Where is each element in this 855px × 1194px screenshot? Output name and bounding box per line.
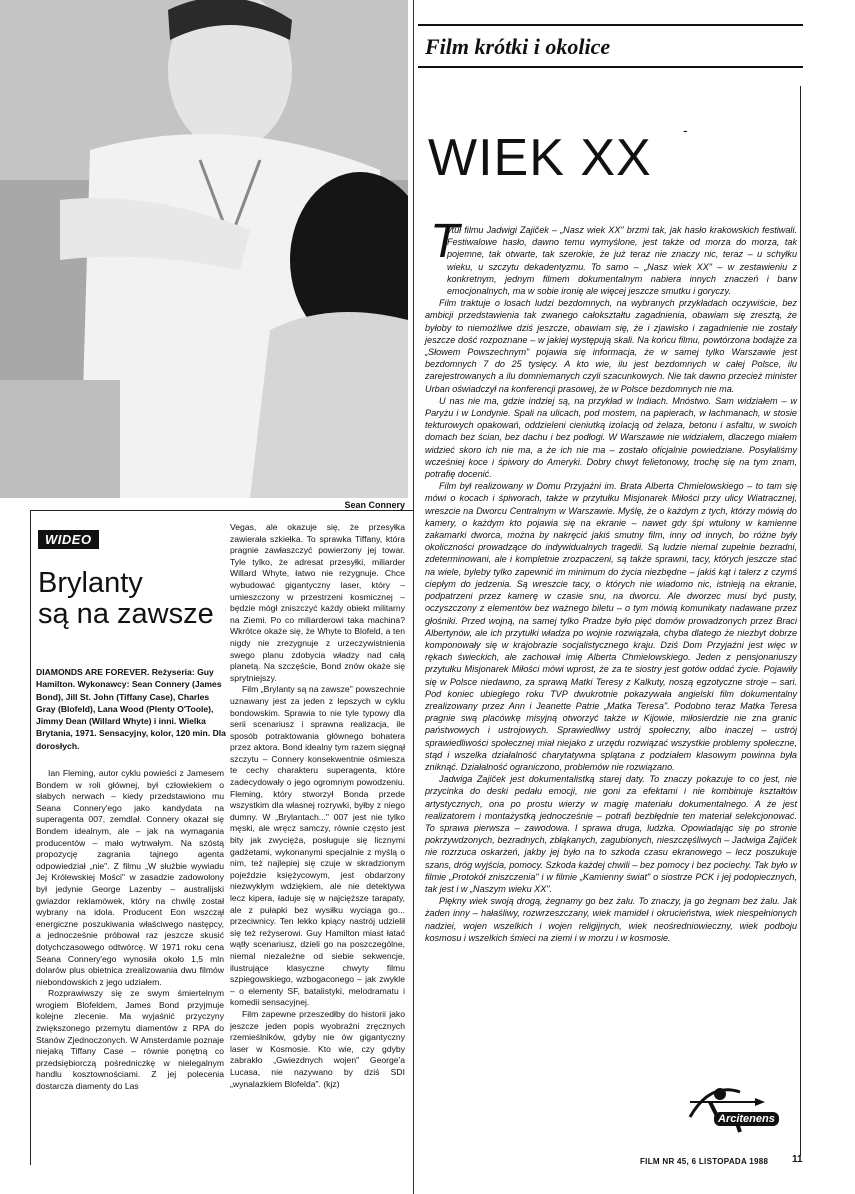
divider [30, 510, 413, 511]
divider [413, 0, 414, 1194]
paragraph: Rozprawiwszy się ze swym śmiertelnym wrogiem Blofeldem, James Bond przyjmuje kolejne zlecenie. Ma wyjaśnić przyczyny zwiększonego przemytu diamentów z RPA do Stanów Zjednoczonych. W Amsterdamie poznaje niejaką Tiffany Case – równie ponętną co przedsiębiorczą pośredniczkę w nielegalnym handlu kosztownościami. Z jej polecenia dostarcza diamenty do Las [36, 988, 224, 1092]
divider [800, 86, 801, 1156]
photo-caption: Sean Connery [344, 500, 405, 510]
section-header: Film krótki i okolice [425, 34, 611, 59]
paragraph: Jadwiga Zajiček jest dokumentalistką starej daty. To znaczy pokazuje to co jest, nie przycinka do deski pedału emocji, nie goni za efektami i nie kombinuje kształtów artystycznych, ona po prostu wierzy w magię materiału dokumentalnego. A że jest realizatorem i montażystką jednocześnie – potrafi bezbłędnie ten materiał selekcjonować. To sprawa pierwsza – zawodowa. I sprawa druga, ludzka. Opowiadając się po stronie pokrzywdzonych, bezradnych, zbłąkanych, zagubionych, nieszczęśliwych – Jadwiga Zajiček nie rozrzuca oskarżeń, jakby jej było na to szkoda czasu ekranowego – lecz poszukuje szans, dróg wyjścia, pomocy. Szkoda każdej chwili – bez pomocy i bez pociechy. Tak było w filmie „Protokół zniszczenia" i w filmie „Kamienny świat" o siostrze PCK i jej podopiecznych, tak jest i w „Naszym wieku XX". [425, 774, 797, 894]
article-title [38, 568, 228, 630]
section-label: WIDEO [38, 530, 99, 549]
paragraph: Film „Brylanty są na zawsze" powszechnie uznawany jest za jeden z lepszych w cyklu bondowskim. Sprawia to nie tyle typowy dla serii scenariusz i sprawna realizacja, ile sposób potraktowania głównego bohatera przez aktora. Bond idealny tym razem sięgnął szczytu – Connery konsekwentnie ośmiesza te cechy charakteru superagenta, które zadecydowały o jego ogromnym powodzeniu. Fleming, który stworzył Bonda przede wszystkim dla własnej rozrywki, byłby z niego dumny. W „Brylantach..." 007 jest nie tylko męski, ale wręcz samczy, równie często jest bity jak zwycięża, posługuje się licznymi gadżetami, wykonanymi specjalnie z myślą o nim, też najlepiej się czuje w skradzionym pojeździe księżycowym, jest obdarzony niezwykłym wdziękiem, ale nie detektywa lecz kipera, ładuje się w najcięższe tarapaty, ale z pułapki bez wysiłku wyciąga go... przeciwnicy. Ten lekko kpiący nastrój udzielił się też reżyserowi. Guy Hamilton miast łatać wątły scenariusz, dzieli go na poszczególne, niemal niezależne od siebie sekwencje, ilustrujące klasyczne chwyty filmu szpiegowskiego, wzbogaconego – jak zwykle – o elementy SF, batalistyki, melodramatu i komedii sensacyjnej. [230, 684, 405, 1008]
issue-info: FILM NR 45, 6 LISTOPADA 1988 [640, 1157, 769, 1166]
article-title: WIEK XX [428, 129, 652, 187]
article-column-1 [36, 768, 224, 1093]
paragraph: Film zapewne przeszedłby do historii jako jeszcze jeden popis wyobraźni zręcznych rzemieślników, gdyby nie ów gigantyczny laser w Kosmosie. Kto wie, czy gdyby zabrakło „Gwiezdnych wojen" George'a Lucasa, nie nazywano by dziś SDI „wynalazkiem Blofelda". (kjz) [230, 1008, 405, 1089]
title-line: Brylanty [38, 567, 143, 599]
logo-text: Arcitenens [714, 1112, 779, 1126]
paragraph: ytuł filmu Jadwigi Zajiček – „Nasz wiek XX" brzmi tak, jak hasło krakowskich festiwali. Festiwalowe hasło, dawno temu wymyślone, jest także od morza do morza, tak pojemne, tak otwarte, tak szerokie, że już teraz nie znaczy nic, teraz – u schyłku wieku, u szczytu dekadentyzmu. To samo – „Nasz wiek XX" – w zestawieniu z konkretnym, jednym filmem dokumentalnym nabiera innych znaczeń i barw emocjonalnych, ma w sobie ironię ale więcej jeszcze smutku i goryczy. [447, 225, 797, 297]
paragraph: Piękny wiek swoją drogą, żegnamy go bez żalu. To znaczy, ja go żegnam bez żalu. Jak żaden inny – hałaśliwy, rozwrzeszczany, wiek mamideł i okrucieństwa, wiek niespełnionych nadziei, wojen wszelkich i wojen religijnych, wiek neośredniowieczny, wiek podboju kosmosu i wszelkich śmieci na ziemi i w morzu i w kosmosie. [425, 896, 797, 943]
archer-logo-icon [680, 1072, 770, 1142]
paragraph: Vegas, ale okazuje się, że przesyłka zawierała szkiełka. To sprawka Tiffany, która pragnie zawłaszczyć powierzony jej towar. Tyle tylko, że adresat przesyłki, miliarder Willard Whyte, łatwo nie rezygnuje. Chce wybudować gigantyczny laser, który – umieszczony w przestrzeni kosmicznej – będzie mógł zniszczyć każdy obiekt militarny na Ziemi. Po co miliarderowi taka machina? Wkrótce okaże się, że Whyte to Blofeld, a ten nigdy nie zrezygnuje z urzeczywistnienia swego planu zdobycia władzy nad całą planetą. Na szczęście, Bond znów okaże się sprytniejszy. [230, 522, 405, 683]
photo-sean-connery [0, 0, 408, 498]
divider [418, 24, 803, 26]
article-body [425, 224, 797, 944]
paragraph: Film traktuje o losach ludzi bezdomnych, na wybranych przykładach oczywiście, bez ambicji przedstawienia tak zwanego całokształtu zagadnienia, obawiam się zresztą, że byłoby to niemożliwe dziś jeszcze, obawiam się, że i zjawisko i zagadnienie nie zostały jeszcze dość rozpoznane – w jakiej występują skali. Na końcu filmu, powtórzona bodajże za „Słowem Powszechnym" pojawia się informacja, że w samej tylko Warszawie jest bezdomnych 7 do 25 tysięcy. A kto wie, ilu jest bezdomnych w całej Polsce, ilu zarejestrowanych a ilu domniemanych czyli szacunkowych. Nie tak dawno przecież minister Urban oświadczył na konferencji prasowej, że w Polsce bezdomnych nie ma. [425, 298, 797, 394]
page-number: 11 [792, 1154, 803, 1165]
paragraph: Film był realizowany w Domu Przyjaźni im. Brata Alberta Chmielowskiego – to tam się mówi o kocach i śpiworach, także w przytułku Misjonarek Miłości przy ulicy Wiatracznej, wreszcie na Dworcu Centralnym w Warszawie. Myślę, że o każdym z tych, którzy mówią do kamery, o każdym kto pojawia się na ekranie – nawet gdy śpi wtulony w kamienne zakamarki dworca, można by nakręcić jakiś smutny film, inny od innych, bo różne były okoliczności prowadzące do indywidualnych tragedii. Są ludzie niemal zupełnie bezradni, zdeterminowani, ale i kompletnie zrozpaczeni, są także sprawni, tacy, których jeszcze stać na wiele, byleby tylko zapewnić im minimum do życia niezbędne – jakiś kąt i talerz z czymś ciepłym do jedzenia. Są wreszcie tacy, o których nie wiadomo nic, istnieją na ekranie, podpatrzeni przez kamerę w czasie snu, na dworcu. Ale dworzec musi być pusty, oczyszczony z elementów bez ważnego biletu – o tym mówią komunikaty nadawane przez głośniki. Przed wojną, na samej tylko Pradze było pięć domów prowadzonych przez Braci Albertynów, ale ich przytułki władza po wojnie rozwiązała, chyba dlatego że niezbyt dobrze komponowały się w krajobrazie socjalistycznego kraju. Dziś Dom Przyjaźni jest więc w rękach świeckich, ale zachował imię Alberta Chmielowskiego. Jeden z pensjonariuszy przytułku Misjonarek Miłości mówi wprost, że za te siostry jest gotów oddać życie. Pojawiły się w Polsce niedawno, za sprawą Matki Teresy z Kalkuty, noszą egzotyczne stroje – sari. Pod koniec ubiegłego roku TVP dwukrotnie pokazywała angielski film dokumentalny zrealizowany przez Ann i Jeanette Patrie „Matka Teresa". Podobno teraz Matka Teresa pragnie swą placówkę misyjną otworzyć także w Kijowie, miłosierdzie nie zna granic państwowych i ustrojowych. Sprawiedliwy ustrój społeczny, albo inaczej – ustrój sprawiedliwości społecznej miał niejako z urzędu rozwiązać wszystkie problemy społeczne, stąd i wszelka działalność charytatywna splątana z podziałem klasowym powinna była zniknąć. Działalność ograniczono, problemów nie rozwiązano. [425, 481, 797, 772]
article-column-2 [230, 522, 405, 1090]
dash-mark: - [683, 122, 688, 138]
drop-cap: T [430, 215, 460, 268]
paragraph: U nas nie ma, gdzie indziej są, na przykład w Indiach. Mnóstwo. Sam widziałem – w Paryżu i w Londynie. Spali na ulicach, pod mostem, na papierach, w łachmanach, w stosie tekturowych opakowań, oddzieleni cieniutką izolacją od żelaza, betonu i asfaltu, w swoich domach bez ścian, bez dachu i bez podłogi. W Warszawie nie widziałem, dlaczego miałem widzieć skoro ich nie ma, a że ich nie ma – zostało oficjalnie powiedziane. Posyłaliśmy wcześniej koce i śpiwory do Ameryki. Dobry chwyt felietonowy, trochę się na tym znam, potrafię docenić. [425, 395, 797, 480]
film-credits: DIAMONDS ARE FOREVER. Reżyseria: Guy Hamilton. Wykonawcy: Sean Connery (James Bond), Jill St. John (Tiffany Case), Charles Gray (Blofeld), Lana Wood (Plenty O'Toole), Jimmy Dean (Willard Whyte) i inni. Wielka Brytania, 1971. Sensacyjny, kolor, 120 min. Dla dorosłych. [36, 667, 226, 751]
divider [418, 66, 803, 68]
paragraph: Ian Fleming, autor cyklu powieści z Jamesem Bondem w roli głównej, był człowiekiem o słabych nerwach – kiedy przedstawiono mu Seana Connery'ego jako kandydata na superagenta 007, zemdlał. Connery okazał się Bondem idealnym, ale – jak na wymagania producentów – mało wytrwałym. Na szóstą propozycję zagrania tajnego agenta odpowiedział „nie". Z filmu „W służbie wywiadu Jej Królewskiej Mości" w zasadzie zadowolony był jedynie George Lazenby – australijski gwiazdor reklamówek, który na chwilę został wybrany na idola. Producent Eon wszczął energiczne poszukiwania właściwego następcy, a jednocześnie próbował raz jeszcze skusić dotychczasowego odtwórcę. W 1971 roku cena Seana Connery'ego wynosiła około 1,5 mln dolarów plus obietnica zrealizowania dwu filmów niebondowskich z jego udziałem. [36, 768, 224, 987]
divider [30, 510, 31, 1165]
title-line: są na zawsze [38, 598, 214, 630]
